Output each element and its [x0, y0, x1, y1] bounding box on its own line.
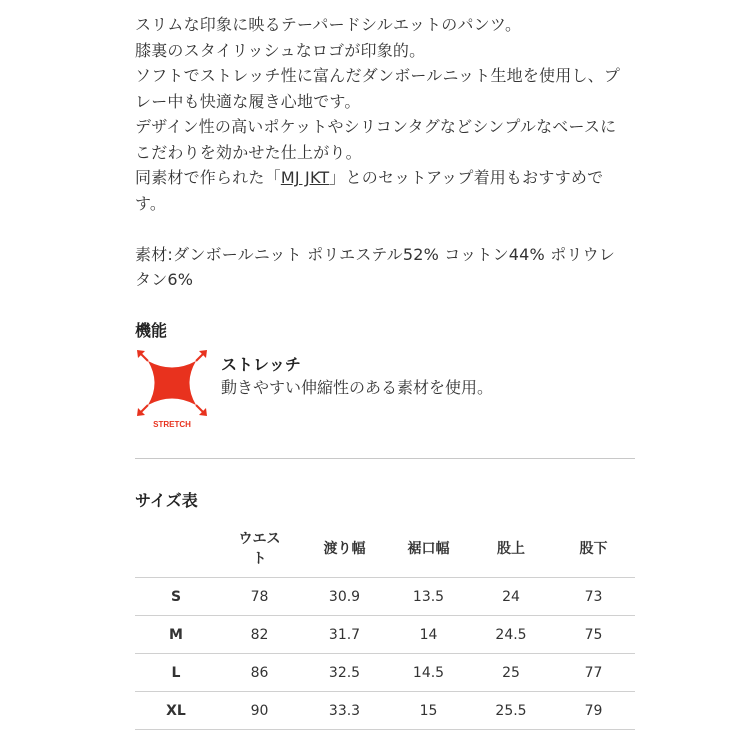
size-label: L: [135, 654, 217, 692]
table-cell: 90: [217, 692, 302, 730]
features-title: 機能: [135, 321, 168, 340]
table-row: [135, 578, 635, 616]
size-header-hem-width: 裾口幅: [387, 521, 470, 578]
description-line: デザイン性の高いポケットやシリコンタグなどシンプルなベースに: [135, 117, 617, 136]
table-cell: 14: [387, 616, 470, 654]
stretch-icon: [135, 348, 209, 430]
table-cell: 30.9: [302, 578, 387, 616]
feature-description: 動きやすい伸縮性のある素材を使用。: [221, 378, 494, 397]
feature-name: ストレッチ: [221, 355, 301, 374]
description-text: 」とのセットアップ着用もおすすめで: [329, 168, 604, 187]
feature-stretch: [135, 348, 635, 433]
table-cell: 13.5: [387, 578, 470, 616]
size-header-waist-label: ウエスト: [238, 531, 281, 567]
table-cell: 86: [217, 654, 302, 692]
paragraph-gap: [135, 216, 635, 242]
size-header-waist: [217, 521, 302, 578]
description-line: す。: [135, 193, 167, 213]
size-header-thigh-width: 渡り幅: [302, 521, 387, 578]
table-cell: 14.5: [387, 654, 470, 692]
table-cell: 73: [552, 578, 635, 616]
size-label: XL: [135, 692, 217, 730]
table-row: [135, 616, 635, 654]
material-line: 素材:ダンボールニット ポリエステル52% コットン44% ポリウレ: [135, 244, 616, 264]
material-line: タン6%: [135, 270, 194, 289]
product-detail: [135, 0, 635, 719]
table-cell: 24: [470, 578, 552, 616]
size-header-rise: 股上: [470, 521, 552, 578]
table-cell: 33.3: [302, 692, 387, 730]
description-line: スリムな印象に映るテーパードシルエットのパンツ。: [135, 15, 522, 34]
size-table-header-row: [135, 521, 635, 578]
feature-text: [221, 354, 493, 400]
table-cell: 25: [470, 654, 552, 692]
size-label: S: [135, 578, 217, 616]
table-cell: 15: [387, 692, 470, 730]
table-cell: 82: [217, 616, 302, 654]
mj-jkt-link[interactable]: MJ JKT: [280, 168, 330, 187]
table-row: [135, 692, 635, 730]
size-table: [135, 521, 635, 730]
size-table-title: サイズ表: [135, 491, 198, 510]
size-header-blank: [135, 521, 217, 578]
table-cell: 32.5: [302, 654, 387, 692]
product-description: [135, 0, 635, 293]
description-line: ソフトでストレッチ性に富んだダンボールニット生地を使用し、プ: [135, 66, 621, 85]
table-cell: 31.7: [302, 616, 387, 654]
size-header-inseam: 股下: [552, 521, 635, 578]
stretch-icon-label: STRETCH: [153, 420, 191, 429]
table-cell: 75: [552, 616, 635, 654]
table-cell: 78: [217, 578, 302, 616]
description-line: 膝裏のスタイリッシュなロゴが印象的。: [135, 40, 426, 60]
table-row: [135, 654, 635, 692]
section-divider: [135, 458, 635, 459]
table-cell: 24.5: [470, 616, 552, 654]
table-cell: 77: [552, 654, 635, 692]
description-line: こだわりを効かせた仕上がり。: [135, 142, 362, 162]
table-cell: 25.5: [470, 692, 552, 730]
description-line: [135, 165, 635, 191]
size-label: M: [135, 616, 217, 654]
description-line: レー中も快適な履き心地です。: [135, 91, 361, 111]
table-cell: 79: [552, 692, 635, 730]
description-text: 同素材で作られた「: [135, 168, 281, 187]
